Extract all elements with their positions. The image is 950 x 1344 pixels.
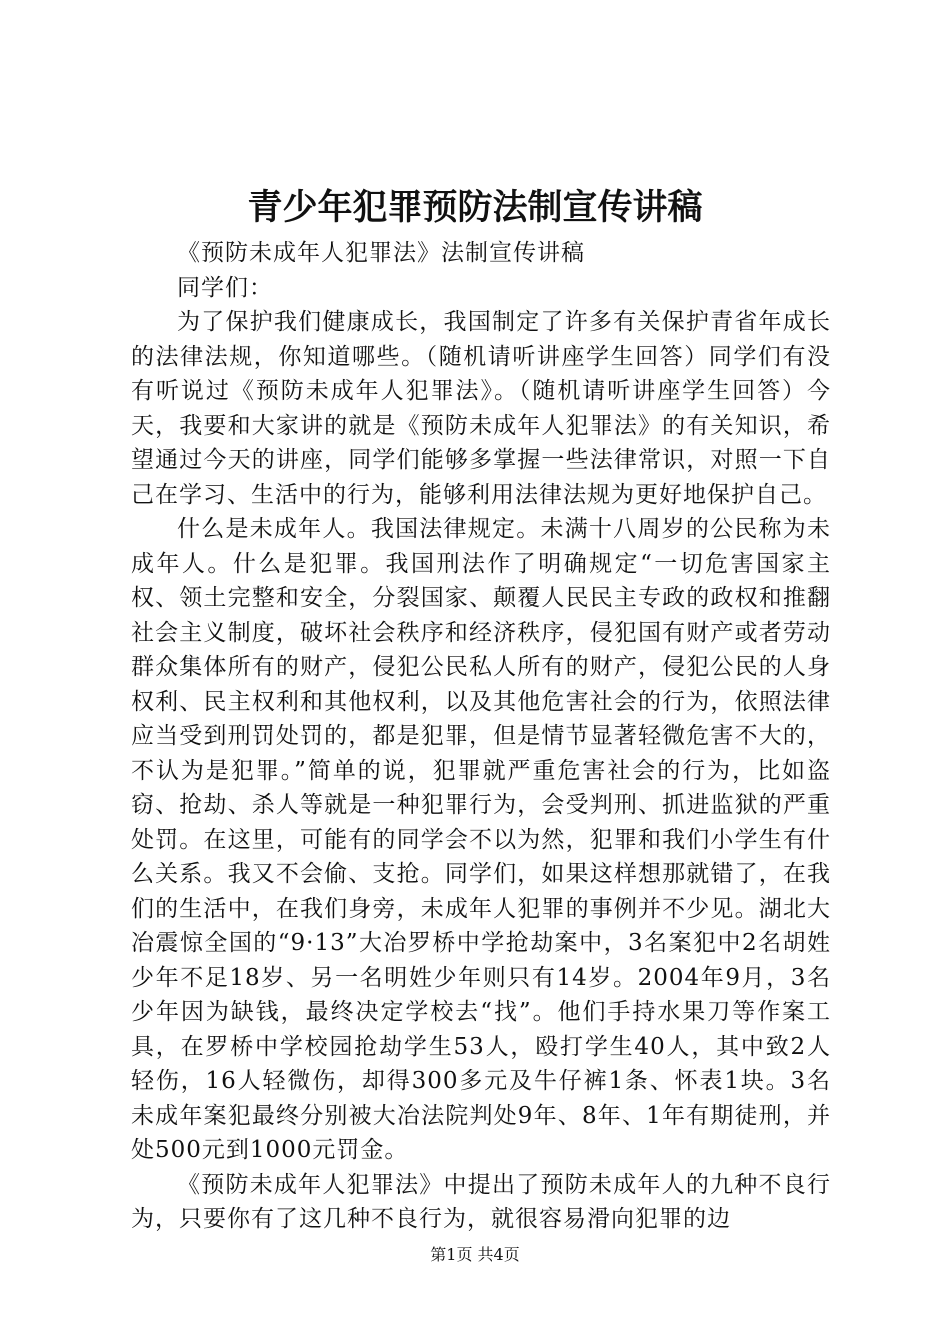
body-paragraph: 《预防未成年人犯罪法》中提出了预防未成年人的九种不良行为，只要你有了这几种不良行为，就很容易滑向犯罪的边 bbox=[131, 1171, 831, 1232]
document-title: 青少年犯罪预防法制宣传讲稿 bbox=[247, 187, 703, 228]
greeting-paragraph: 同学们： bbox=[177, 274, 273, 301]
body-paragraph: 为了保护我们健康成长，我国制定了许多有关保护青省年成长的法律法规，你知道哪些。（随机请听讲座学生回答）同学们有没有听说过《预防未成年人犯罪法》。（随机请听讲座学生回答）今天，我要和大家讲的就是《预防未成年人犯罪法》的有关知识，希望通过今天的讲座，同学们能够多掌握一些法律常识，对照一下自己在学习、生活中的行为，能够利用法律法规为更好地保护自己。 bbox=[131, 309, 831, 508]
document-body bbox=[131, 236, 831, 1237]
body-paragraph: 什么是未成年人。我国法律规定。未满十八周岁的公民称为未成年人。什么是犯罪。我国刑法作了明确规定“一切危害国家主权、领土完整和安全，分裂国家、颠覆人民民主专政的政权和推翻社会主义制度，破坏社会秩序和经济秩序，侵犯国有财产或者劳动群众集体所有的财产，侵犯公民私人所有的财产，侵犯公民的人身权利、民主权利和其他权利，以及其他危害社会的行为，依照法律应当受到刑罚处罚的，都是犯罪，但是情节显著轻微危害不大的，不认为是犯罪。”简单的说，犯罪就严重危害社会的行为，比如盗窃、抢劫、杀人等就是一种犯罪行为，会受判刑、抓进监狱的严重处罚。在这里，可能有的同学会不以为然，犯罪和我们小学生有什么关系。我又不会偷、支抢。同学们，如果这样想那就错了，在我们的生活中，在我们身旁，未成年人犯罪的事例并不少见。湖北大冶震惊全国的“9·13”大冶罗桥中学抢劫案中，3名案犯中2名胡姓少年不足18岁、另一名明姓少年则只有14岁。2004年9月，3名少年因为缺钱，最终决定学校去“找”。他们手持水果刀等作案工具，在罗桥中学校园抢劫学生53人，殴打学生40人，其中致2人轻伤，16人轻微伤，却得300多元及牛仔裤1条、怀表1块。3名未成年案犯最终分别被大冶法院判处9年、8年、1年有期徒刑，并处500元到1000元罚金。 bbox=[131, 516, 831, 1163]
page-footer: 第1页 共4页 bbox=[430, 1245, 520, 1264]
subtitle-paragraph: 《预防未成年人犯罪法》法制宣传讲稿 bbox=[177, 240, 585, 266]
